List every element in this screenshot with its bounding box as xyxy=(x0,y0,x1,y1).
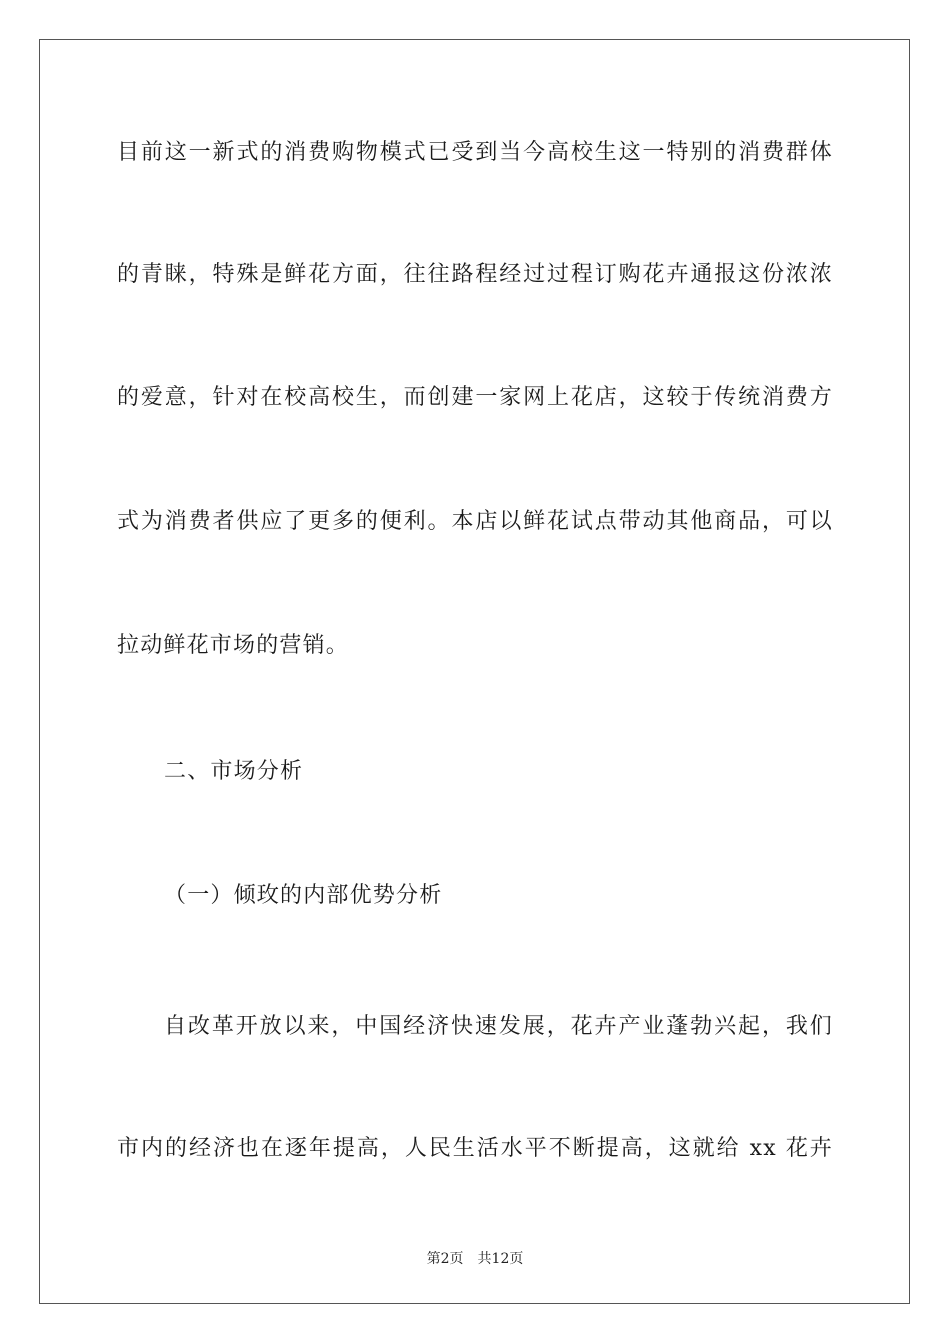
body-text-line: 目前这一新式的消费购物模式已受到当今高校生这一特别的消费群体 xyxy=(117,140,833,165)
page-border xyxy=(39,39,910,1304)
body-text-line: 市内的经济也在逐年提高，人民生活水平不断提高，这就给 xx 花卉 xyxy=(117,1136,833,1161)
subsection-heading: （一）倾玫的内部优势分析 xyxy=(164,883,443,908)
body-text-line: 拉动鲜花市场的营销。 xyxy=(117,633,350,658)
page-footer xyxy=(0,1248,950,1268)
section-heading: 二、市场分析 xyxy=(164,759,304,784)
body-text-line: 自改革开放以来，中国经济快速发展，花卉产业蓬勃兴起，我们 xyxy=(164,1014,833,1039)
body-text-line: 的青睐，特殊是鲜花方面，往往路程经过过程订购花卉通报这份浓浓 xyxy=(117,262,833,287)
body-text-line: 式为消费者供应了更多的便利。本店以鲜花试点带动其他商品，可以 xyxy=(117,509,833,534)
page-number: 第2页 xyxy=(426,1251,464,1267)
page-total: 共12页 xyxy=(477,1251,524,1267)
body-text-line: 的爱意，针对在校高校生，而创建一家网上花店，这较于传统消费方 xyxy=(117,385,833,410)
